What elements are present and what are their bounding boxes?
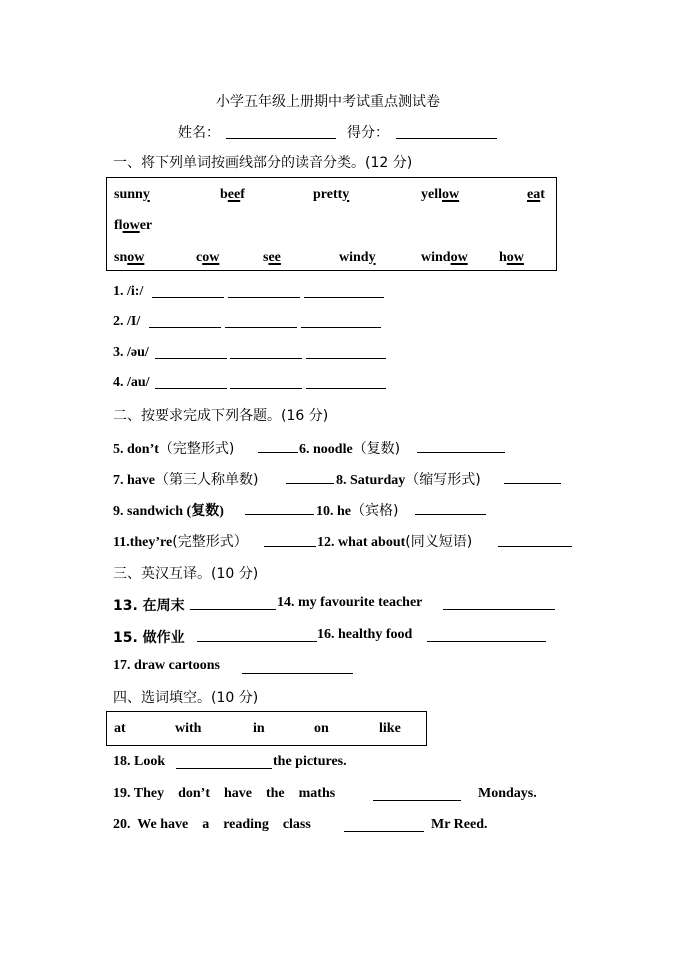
q14-label: 14. my favourite teacher bbox=[277, 595, 423, 610]
word-eat: eat bbox=[527, 187, 545, 202]
q17-label: 17. draw cartoons bbox=[113, 658, 220, 673]
word-window: window bbox=[421, 250, 468, 265]
item-2-blank-a[interactable] bbox=[149, 327, 221, 328]
section1-heading: 一、将下列单词按画线部分的读音分类。(12 分) bbox=[113, 155, 413, 171]
q9-label: 9. sandwich (复数) bbox=[113, 504, 224, 519]
item-4-blank-b[interactable] bbox=[230, 388, 302, 389]
score-field[interactable] bbox=[396, 138, 497, 139]
q13-label: 13. 在周末 bbox=[113, 598, 185, 614]
section3-heading: 三、英汉互译。(10 分) bbox=[113, 566, 259, 582]
q12-label: 12. what about(同义短语) bbox=[317, 534, 473, 550]
item-3-blank-b[interactable] bbox=[230, 358, 302, 359]
item-3-blank-c[interactable] bbox=[306, 358, 386, 359]
q13-blank[interactable] bbox=[190, 609, 276, 610]
section2-heading: 二、按要求完成下列各题。(16 分) bbox=[113, 408, 329, 424]
option-in: in bbox=[253, 721, 265, 736]
q10-blank[interactable] bbox=[415, 514, 486, 515]
q19-blank[interactable] bbox=[373, 800, 461, 801]
q17-blank[interactable] bbox=[242, 673, 353, 674]
word-pretty: pretty bbox=[313, 187, 350, 202]
item-1-label: 1. /i:/ bbox=[113, 284, 144, 299]
q20-tail: Mr Reed. bbox=[431, 817, 488, 832]
item-2-blank-b[interactable] bbox=[225, 327, 297, 328]
name-field[interactable] bbox=[226, 138, 336, 139]
item-4-blank-c[interactable] bbox=[306, 388, 386, 389]
q11-blank[interactable] bbox=[264, 546, 316, 547]
q18-text: 18. Look bbox=[113, 754, 166, 769]
item-1-blank-a[interactable] bbox=[152, 297, 224, 298]
option-like: like bbox=[379, 721, 401, 736]
q7-blank[interactable] bbox=[286, 483, 334, 484]
name-label: 姓名： bbox=[178, 125, 220, 141]
q15-blank[interactable] bbox=[197, 641, 317, 642]
word-flower: flower bbox=[114, 218, 153, 233]
item-4-blank-a[interactable] bbox=[155, 388, 227, 389]
q7-label: 7. have（第三人称单数) bbox=[113, 472, 259, 488]
q6-blank[interactable] bbox=[417, 452, 505, 453]
option-at: at bbox=[114, 721, 126, 736]
option-with: with bbox=[175, 721, 202, 736]
word-snow: snow bbox=[114, 250, 145, 265]
q20-blank[interactable] bbox=[344, 831, 424, 832]
word-cow: cow bbox=[196, 250, 220, 265]
page-title: 小学五年级上册期中考试重点测试卷 bbox=[216, 94, 440, 110]
score-label: 得分： bbox=[347, 125, 389, 141]
word-see: see bbox=[263, 250, 281, 265]
word-sunny: sunny bbox=[114, 187, 150, 202]
q6-label: 6. noodle（复数) bbox=[299, 441, 401, 457]
item-2-blank-c[interactable] bbox=[301, 327, 381, 328]
item-3-label: 3. /əu/ bbox=[113, 345, 149, 360]
word-yellow: yellow bbox=[421, 187, 460, 202]
q19-tail: Mondays. bbox=[478, 786, 537, 801]
item-4-label: 4. /au/ bbox=[113, 375, 150, 390]
q16-label: 16. healthy food bbox=[317, 627, 413, 642]
q18-tail: the pictures. bbox=[273, 754, 347, 769]
word-beef: beef bbox=[220, 187, 245, 202]
q10-label: 10. he（宾格) bbox=[316, 503, 399, 519]
q14-blank[interactable] bbox=[443, 609, 555, 610]
q11-label: 11.they’re(完整形式） bbox=[113, 534, 248, 550]
item-3-blank-a[interactable] bbox=[155, 358, 227, 359]
word-how: how bbox=[499, 250, 524, 265]
q19-text: 19. They don’t have the maths bbox=[113, 786, 336, 801]
item-1-blank-c[interactable] bbox=[304, 297, 384, 298]
q8-blank[interactable] bbox=[504, 483, 561, 484]
q8-label: 8. Saturday（缩写形式) bbox=[336, 472, 481, 488]
item-2-label: 2. /I/ bbox=[113, 314, 141, 329]
item-1-blank-b[interactable] bbox=[228, 297, 300, 298]
word-windy: windy bbox=[339, 250, 376, 265]
q9-blank[interactable] bbox=[245, 514, 314, 515]
q15-label: 15. 做作业 bbox=[113, 630, 185, 646]
q12-blank[interactable] bbox=[498, 546, 572, 547]
q20-text: 20. We have a reading class bbox=[113, 817, 311, 832]
q16-blank[interactable] bbox=[427, 641, 546, 642]
section4-heading: 四、选词填空。(10 分) bbox=[113, 690, 259, 706]
q5-blank[interactable] bbox=[258, 452, 298, 453]
q5-label: 5. don’t（完整形式) bbox=[113, 441, 235, 457]
q18-blank[interactable] bbox=[176, 768, 272, 769]
option-on: on bbox=[314, 721, 329, 736]
